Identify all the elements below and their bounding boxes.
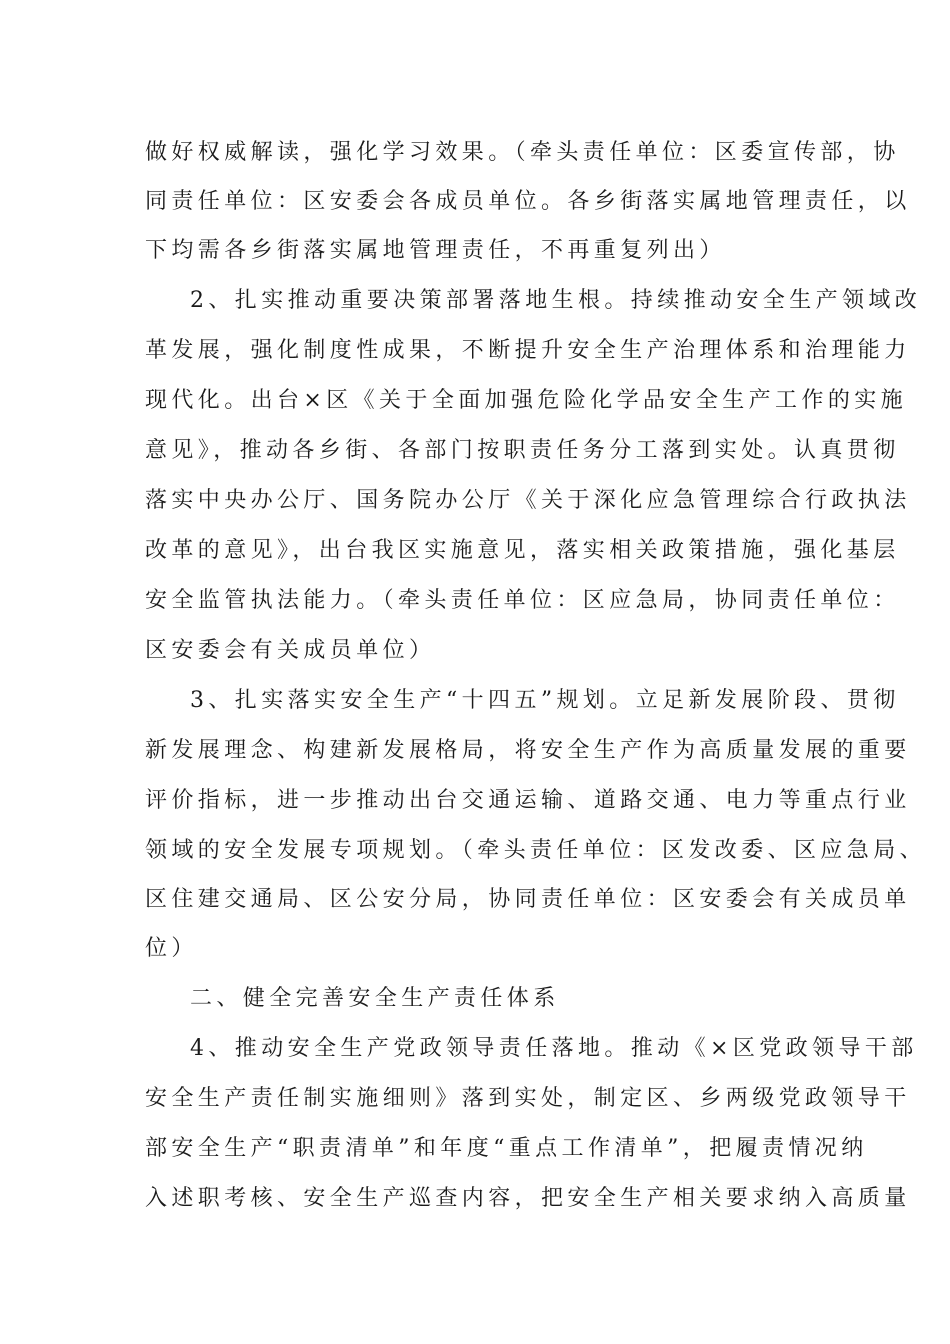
paragraph-line: 同责任单位：区安委会各成员单位。各乡街落实属地管理责任，以 [145,189,911,214]
section-heading: 二、健全完善安全生产责任体系 [190,986,560,1011]
paragraph-line: 新发展理念、构建新发展格局，将安全生产作为高质量发展的重要 [145,738,911,763]
paragraph-line: 区安委会有关成员单位） [145,638,436,663]
paragraph-line: 领域的安全发展专项规划。（牵头责任单位：区发改委、区应急局、 [145,838,927,863]
paragraph-line: 入述职考核、安全生产巡查内容，把安全生产相关要求纳入高质量 [145,1186,911,1211]
paragraph-line: 革发展，强化制度性成果，不断提升安全生产治理体系和治理能力 [145,338,911,363]
paragraph-line: 安全监管执法能力。（牵头责任单位：区应急局，协同责任单位： [145,588,900,613]
paragraph-line: 意见》，推动各乡街、各部门按职责任务分工落到实处。认真贯彻 [145,438,900,463]
paragraph-line: 落实中央办公厅、国务院办公厅《关于深化应急管理综合行政执法 [145,488,911,513]
paragraph-line: 2、扎实推动重要决策部署落地生根。持续推动安全生产领域改 [190,288,922,313]
paragraph-line: 评价指标，进一步推动出台交通运输、道路交通、电力等重点行业 [145,788,911,813]
paragraph-line: 部安全生产“职责清单”和年度“重点工作清单”，把履责情况纳 [145,1136,868,1161]
paragraph-line: 下均需各乡街落实属地管理责任，不再重复列出） [145,238,726,263]
paragraph-line: 做好权威解读，强化学习效果。（牵头责任单位：区委宣传部，协 [145,140,900,165]
paragraph-line: 3、扎实落实安全生产“十四五”规划。立足新发展阶段、贯彻 [190,688,900,713]
paragraph-line: 4、推动安全生产党政领导责任落地。推动《×区党政领导干部 [190,1036,918,1061]
paragraph-line: 区住建交通局、区公安分局，协同责任单位：区安委会有关成员单 [145,887,911,912]
paragraph-line: 现代化。出台×区《关于全面加强危险化学品安全生产工作的实施 [145,388,908,413]
paragraph-line: 改革的意见》，出台我区实施意见，落实相关政策措施，强化基层 [145,538,900,563]
paragraph-line: 位） [145,936,198,961]
paragraph-line: 安全生产责任制实施细则》落到实处，制定区、乡两级党政领导干 [145,1086,911,1111]
